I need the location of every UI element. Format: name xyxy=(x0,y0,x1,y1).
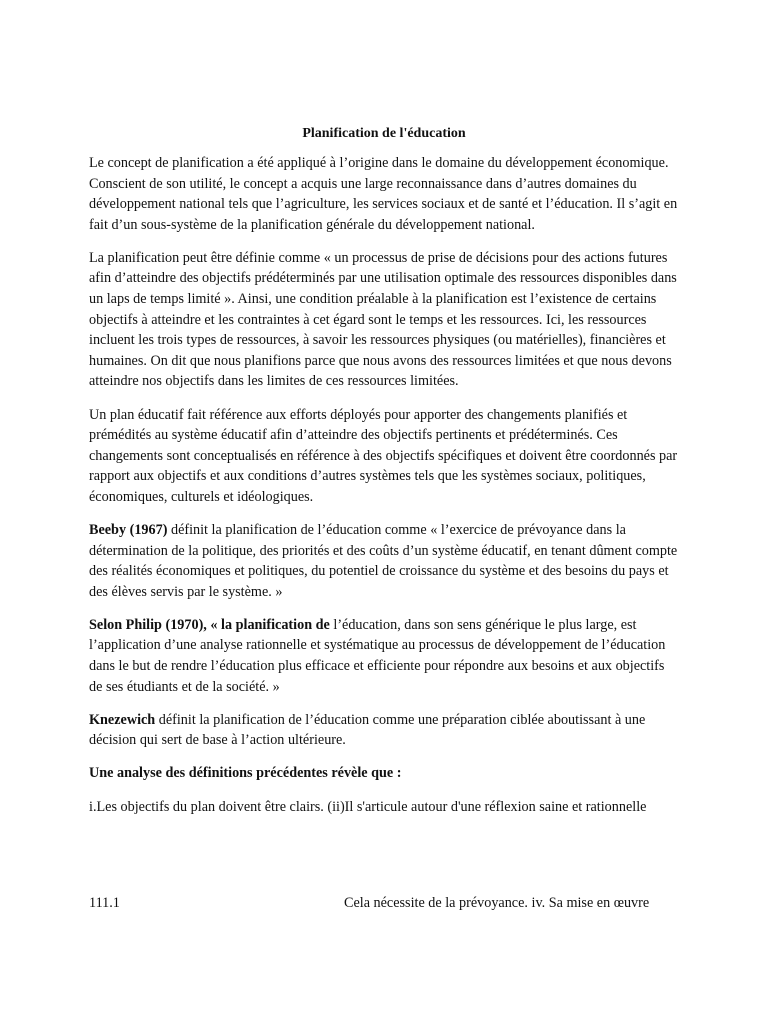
philip-citation: Selon Philip (1970), « la planification de xyxy=(89,616,330,633)
knezewich-text: définit la planification de l’éducation comme une préparation ciblée aboutissant à une décision qui sert de base à l’action ultérieure. xyxy=(89,711,646,749)
paragraph-knezewich xyxy=(89,710,681,751)
knezewich-citation: Knezewich xyxy=(89,711,156,728)
paragraph-philip xyxy=(89,615,681,697)
beeby-citation: Beeby (1967) xyxy=(89,522,168,538)
page-footer-line xyxy=(89,893,681,914)
analysis-heading: Une analyse des définitions précédentes révèle que : xyxy=(89,765,402,782)
footer-text: Cela nécessite de la prévoyance. iv. Sa mise en œuvre xyxy=(344,895,650,911)
list-number: 111.1 xyxy=(89,895,120,911)
paragraph-objectives-list: i.Les objectifs du plan doivent être clairs. (ii)Il s'articule autour d'une réflexion saine et rationnelle xyxy=(89,798,647,815)
paragraph-definition: La planification peut être définie comme « un processus de prise de décisions pour des actions futures afin d’atteindre des objectifs prédéterminés par une utilisation optimale des ressources disponibles dans un laps de temps limité ». Ainsi, une condition préalable à la planification est l’existence de certains objectifs à atteindre et les contraintes à cet égard sont le temps et les ressources. Ici, les ressources incluent les trois types de ressources, à savoir les ressources physiques (ou matérielles), financières et humaines. On dit que nous planifions parce que nous avons des ressources limitées et que nous devons atteindre nos objectifs dans les limites de ces ressources limitées. xyxy=(89,249,677,390)
paragraph-concept: Le concept de planification a été appliqué à l’origine dans le domaine du développement économique. Conscient de son utilité, le concept a acquis une large reconnaissance dans d’autres domaines du développement national tels que l’agriculture, les services sociaux et de santé et l’éducation. Il s’agit en fait d’un sous-système de la planification générale du développement national. xyxy=(89,155,678,233)
paragraph-plan-educatif: Un plan éducatif fait référence aux efforts déployés pour apporter des changements planifiés et prémédités au système éducatif afin d’atteindre des objectifs pertinents et prédéterminés. Ces changements sont conceptualisés en référence à des objectifs spécifiques et doivent être coordonnés par rapport aux objectifs et aux conditions d’autres systèmes tels que les systèmes sociaux, politiques, économiques, culturels et idéologiques. xyxy=(89,406,678,505)
document-body xyxy=(89,153,681,830)
document-title: Planification de l'éducation xyxy=(302,126,466,141)
beeby-text: définit la planification de l’éducation comme « l’exercice de prévoyance dans la détermination de la politique, des priorités et des coûts d’un système éducatif, en tenant dûment compte des réalités économiques et politiques, du potentiel de croissance du système et des besoins du pays et des élèves servis par le système. » xyxy=(89,522,678,600)
philip-text: l’éducation, dans son sens générique le plus large, est l’application d’une analyse rationnelle et systématique au processus de développement de l’éducation dans le but de rendre l’éducation plus efficace et efficiente pour répondre aux besoins et aux objectifs de ses étudiants et de la société. » xyxy=(89,616,666,695)
paragraph-analysis-heading xyxy=(89,763,681,784)
paragraph-beeby xyxy=(89,520,681,602)
